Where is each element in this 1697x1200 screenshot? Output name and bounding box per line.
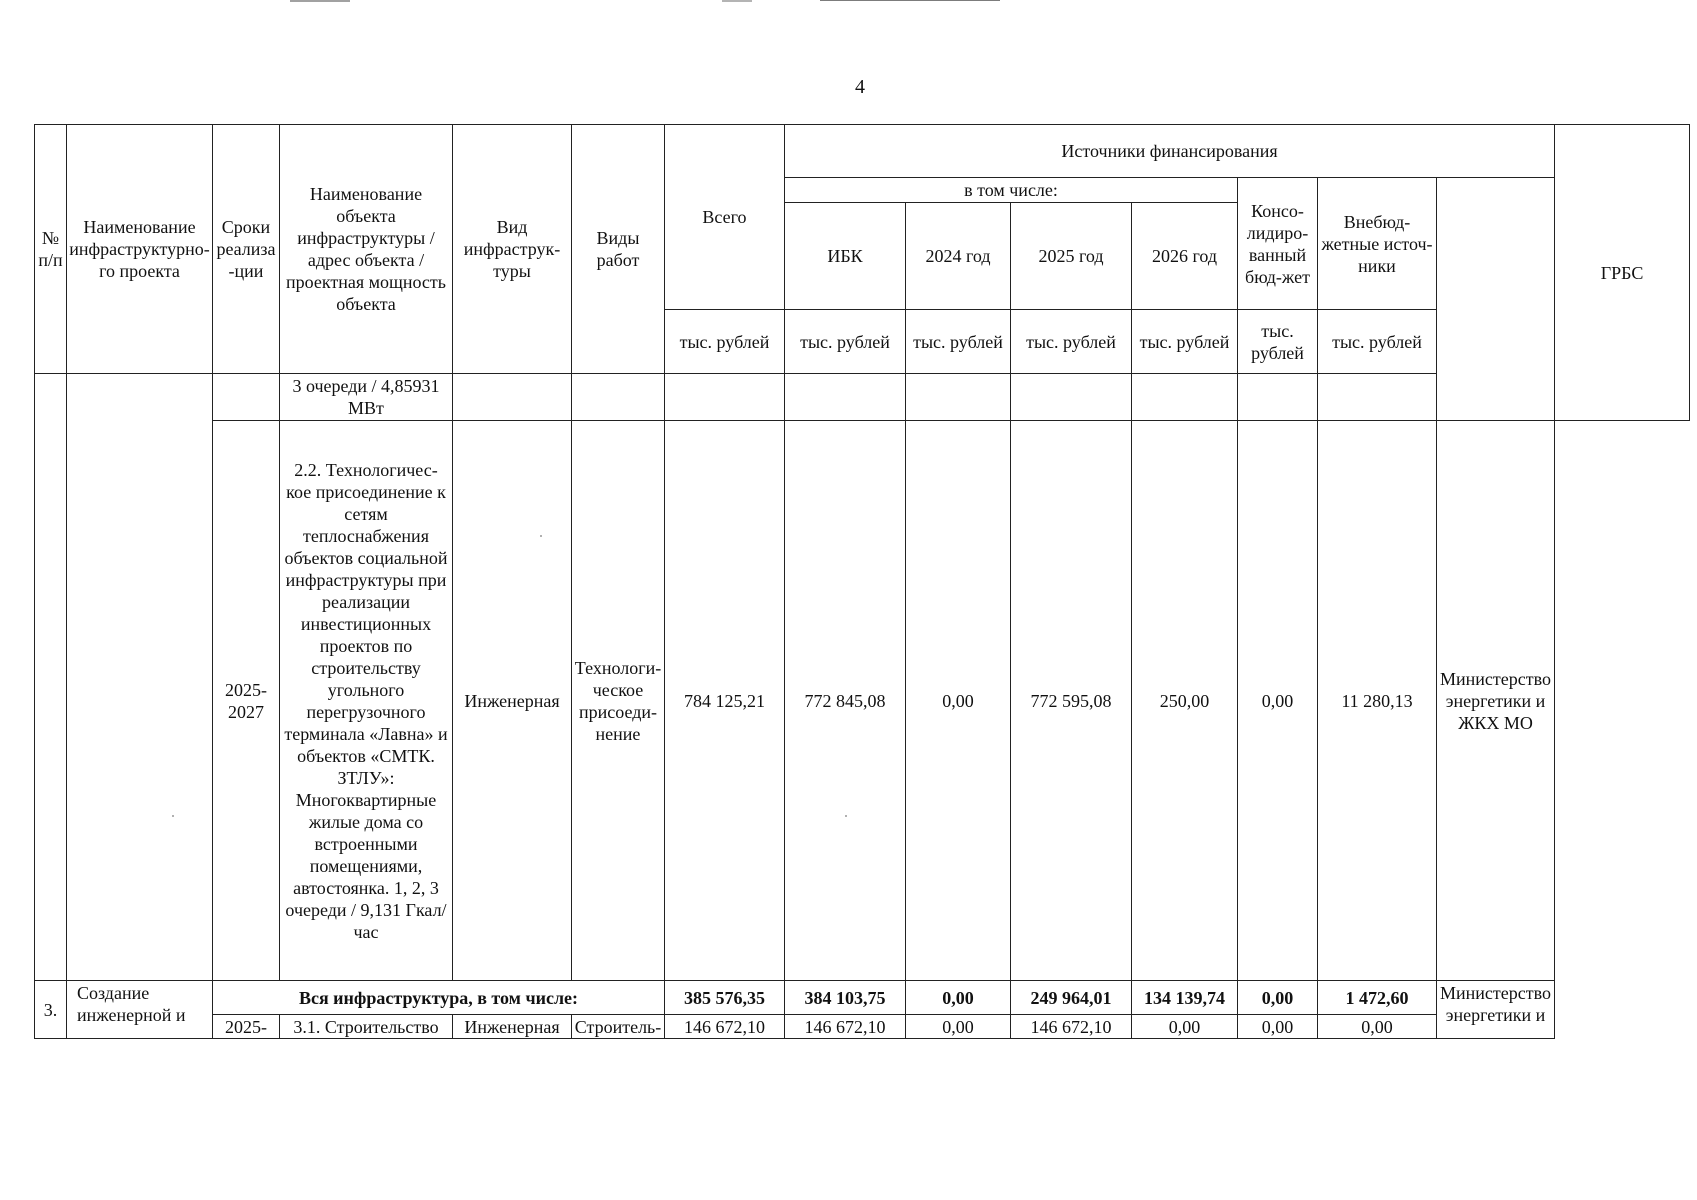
col-work-header: Виды работ xyxy=(572,125,665,374)
page-number: 4 xyxy=(855,76,865,98)
col-infra-header: Вид инфраструк-туры xyxy=(453,125,572,374)
col-2025-header: 2025 год xyxy=(1011,203,1132,310)
cell-off: 0,00 xyxy=(1318,1015,1437,1039)
cell-total: 385 576,35 xyxy=(665,981,785,1015)
table-row xyxy=(35,421,1690,981)
cell-project: Создание инженерной и xyxy=(67,981,213,1039)
cell-empty xyxy=(1011,374,1132,421)
cell-num: 3. xyxy=(35,981,67,1039)
unit-2025: тыс. рублей xyxy=(1011,310,1132,374)
cell-total: 146 672,10 xyxy=(665,1015,785,1039)
unit-off: тыс. рублей xyxy=(1318,310,1437,374)
cell-empty xyxy=(906,374,1011,421)
cell-empty xyxy=(572,374,665,421)
col-2024-header: 2024 год xyxy=(906,203,1011,310)
cell-cons: 0,00 xyxy=(1238,421,1318,981)
cell-ibk: 772 845,08 xyxy=(785,421,906,981)
unit-2026: тыс. рублей xyxy=(1132,310,1238,374)
cell-total: 784 125,21 xyxy=(665,421,785,981)
cell-grbs: Министерство энергетики и ЖКХ МО xyxy=(1437,421,1555,981)
cell-grbs: Министерство энергетики и xyxy=(1437,981,1555,1039)
cell-project-empty xyxy=(67,374,213,981)
header-row-1 xyxy=(35,125,1690,178)
cell-2026: 134 139,74 xyxy=(1132,981,1238,1015)
sources-header: Источники финансирования xyxy=(785,125,1555,178)
cell-2024: 0,00 xyxy=(906,1015,1011,1039)
cell-2024: 0,00 xyxy=(906,981,1011,1015)
cell-work: Технологи-ческое присоеди-нение xyxy=(572,421,665,981)
cell-2025: 146 672,10 xyxy=(1011,1015,1132,1039)
cell-infra: Инженерная xyxy=(453,421,572,981)
cell-off: 1 472,60 xyxy=(1318,981,1437,1015)
cell-object-continued: 3 очереди / 4,85931 МВт xyxy=(280,374,453,421)
unit-2024: тыс. рублей xyxy=(906,310,1011,374)
cell-ibk: 384 103,75 xyxy=(785,981,906,1015)
unit-ibk: тыс. рублей xyxy=(785,310,906,374)
scan-artifact-middle xyxy=(820,0,1000,1)
financing-table xyxy=(34,124,1690,1039)
col-object-header: Наименование объекта инфраструктуры / адрес объекта / проектная мощность объекта xyxy=(280,125,453,374)
table-row xyxy=(35,374,1690,421)
cell-empty xyxy=(1238,374,1318,421)
cell-empty xyxy=(1132,374,1238,421)
col-offbudget-header: Внебюд-жетные источ-ники xyxy=(1318,178,1437,310)
cell-infra: Инженерная xyxy=(453,1015,572,1039)
cell-empty xyxy=(665,374,785,421)
cell-num-empty xyxy=(35,374,67,981)
col-terms-header: Сроки реализа -ции xyxy=(213,125,280,374)
col-ibk-header: ИБК xyxy=(785,203,906,310)
table-row xyxy=(35,981,1690,1015)
cell-ibk: 146 672,10 xyxy=(785,1015,906,1039)
cell-2024: 0,00 xyxy=(906,421,1011,981)
cell-cons: 0,00 xyxy=(1238,1015,1318,1039)
unit-cons: тыс. рублей xyxy=(1238,310,1318,374)
cell-terms: 2025-2027 xyxy=(213,421,280,981)
cell-2025: 249 964,01 xyxy=(1011,981,1132,1015)
cell-work: Строитель- xyxy=(572,1015,665,1039)
cell-empty xyxy=(1318,374,1437,421)
scan-artifact-mark xyxy=(722,0,752,2)
cell-empty xyxy=(785,374,906,421)
cell-object: 2.2. Технологичес-кое присоединение к сетям теплоснабжения объектов социальной инфраструктуры при реализации инвестиционных проектов по строительству угольного перегрузочного терминала «Лавна» и объектов «СМТК. ЗТЛУ»: Многоквартирные жилые дома со встроенными помещениями, автостоянка. 1, 2, 3 очереди / 9,131 Гкал/час xyxy=(280,421,453,981)
col-num-header: № п/п xyxy=(35,125,67,374)
cell-2026: 250,00 xyxy=(1132,421,1238,981)
incl-header: в том числе: xyxy=(785,178,1238,203)
cell-2025: 772 595,08 xyxy=(1011,421,1132,981)
col-grbs-header: ГРБС xyxy=(1555,125,1690,421)
cell-object: 3.1. Строительство xyxy=(280,1015,453,1039)
cell-all-infra-label: Вся инфраструктура, в том числе: xyxy=(213,981,665,1015)
col-total-header: Всего xyxy=(665,125,785,310)
col-project-header: Наименование инфраструктурно-го проекта xyxy=(67,125,213,374)
cell-terms: 2025- xyxy=(213,1015,280,1039)
cell-terms-empty xyxy=(213,374,280,421)
cell-off: 11 280,13 xyxy=(1318,421,1437,981)
cell-cons: 0,00 xyxy=(1238,981,1318,1015)
col-2026-header: 2026 год xyxy=(1132,203,1238,310)
unit-total: тыс. рублей xyxy=(665,310,785,374)
cell-empty xyxy=(453,374,572,421)
col-consolidated-header: Консо-лидиро-ванный бюд-жет xyxy=(1238,178,1318,310)
cell-2026: 0,00 xyxy=(1132,1015,1238,1039)
scan-artifact-left xyxy=(290,0,350,2)
